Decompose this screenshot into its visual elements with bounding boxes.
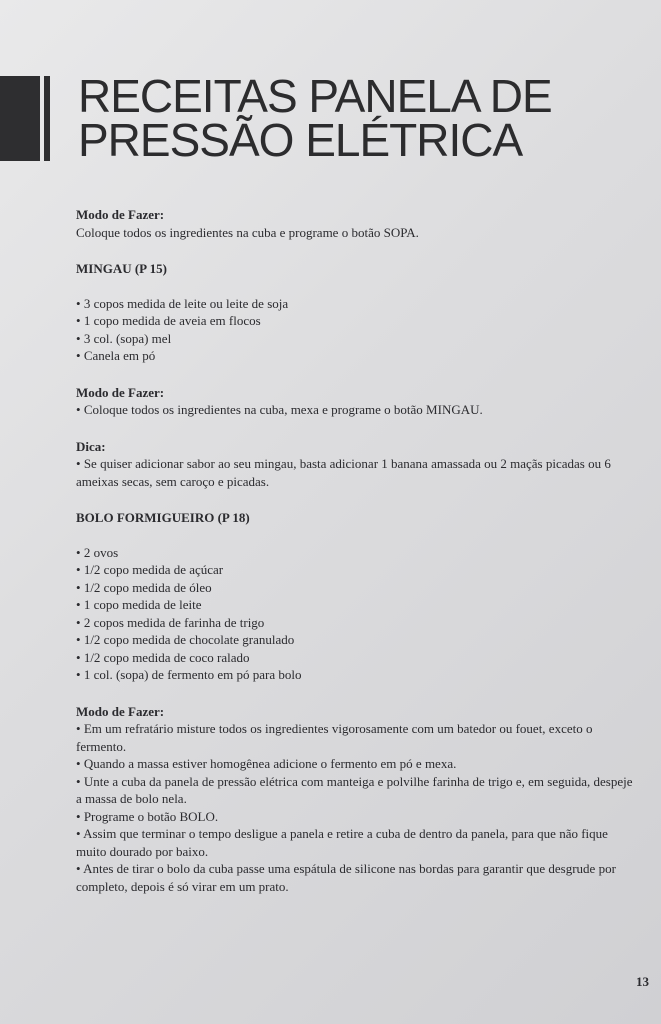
bolo-modo-step: • Em um refratário misture todos os ingredientes vigorosamente com um batedor ou fouet, exceto o fermento.	[76, 720, 636, 755]
bolo-recipe-title: BOLO FORMIGUEIRO (P 18)	[76, 510, 250, 525]
mingau-recipe-title: MINGAU (P 15)	[76, 261, 167, 276]
ingredient-item: • 1 copo medida de leite	[76, 596, 636, 614]
ingredient-item: • 1 col. (sopa) de fermento em pó para bolo	[76, 666, 636, 684]
page-title	[78, 70, 648, 166]
ingredient-item: • 2 ovos	[76, 544, 636, 562]
title-line-1: RECEITAS PANELA DE	[78, 70, 552, 122]
ingredient-item: • 1 copo medida de aveia em flocos	[76, 312, 636, 330]
bolo-modo-step: • Quando a massa estiver homogênea adicione o fermento em pó e mexa.	[76, 755, 636, 773]
ingredient-item: • 1/2 copo medida de açúcar	[76, 561, 636, 579]
ingredient-item: • 1/2 copo medida de coco ralado	[76, 649, 636, 667]
mingau-modo-step: • Coloque todos os ingredientes na cuba, mexa e programe o botão MINGAU.	[76, 401, 636, 419]
bolo-modo-step: • Programe o botão BOLO.	[76, 808, 636, 826]
bolo-modo-step: • Unte a cuba da panela de pressão elétrica com manteiga e polvilhe farinha de trigo e, em seguida, despeje a massa de bolo nela.	[76, 773, 636, 808]
ingredient-item: • 3 col. (sopa) mel	[76, 330, 636, 348]
bolo-ingredients-list	[76, 544, 636, 684]
ingredient-item: • Canela em pó	[76, 347, 636, 365]
title-accent-bar	[0, 76, 40, 161]
title-line-2: PRESSÃO ELÉTRICA	[78, 114, 523, 166]
mingau-dica-heading: Dica:	[76, 438, 106, 454]
ingredient-item: • 3 copos medida de leite ou leite de soja	[76, 295, 636, 313]
ingredient-item: • 1/2 copo medida de óleo	[76, 579, 636, 597]
mingau-dica-text: • Se quiser adicionar sabor ao seu mingau, basta adicionar 1 banana amassada ou 2 maçãs picadas ou 6 ameixas secas, sem caroço e picadas.	[76, 455, 636, 490]
mingau-ingredients-list	[76, 295, 636, 365]
title-accent-stripe	[44, 76, 50, 161]
page-number: 13	[636, 974, 649, 989]
bolo-modo-step: • Antes de tirar o bolo da cuba passe uma espátula de silicone nas bordas para garantir que desgrude por completo, depois é só virar em um prato.	[76, 860, 636, 895]
page-content	[76, 206, 636, 895]
ingredient-item: • 1/2 copo medida de chocolate granulado	[76, 631, 636, 649]
ingredient-item: • 2 copos medida de farinha de trigo	[76, 614, 636, 632]
sopa-modo-text: Coloque todos os ingredientes na cuba e programe o botão SOPA.	[76, 224, 419, 240]
sopa-modo-heading: Modo de Fazer:	[76, 207, 165, 222]
bolo-modo-heading: Modo de Fazer:	[76, 703, 165, 719]
bolo-modo-step: • Assim que terminar o tempo desligue a panela e retire a cuba de dentro da panela, para que não fique muito dourado por baixo.	[76, 825, 636, 860]
mingau-modo-heading: Modo de Fazer:	[76, 384, 165, 400]
